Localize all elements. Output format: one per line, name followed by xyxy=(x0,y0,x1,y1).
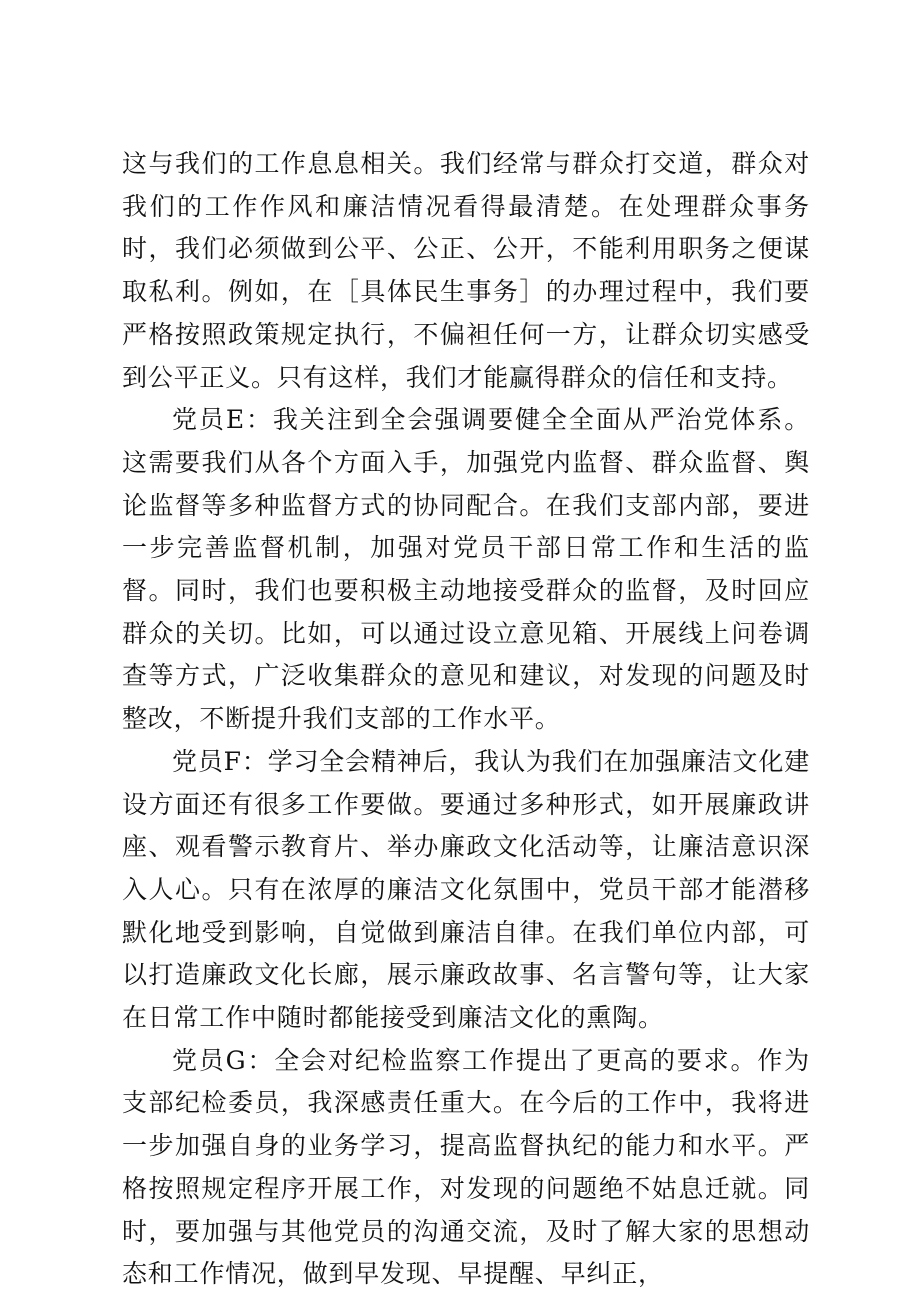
paragraph-party-member-f: 党员F：学习全会精神后，我认为我们在加强廉洁文化建设方面还有很多工作要做。要通过多种形式，如开展廉政讲座、观看警示教育片、举办廉政文化活动等，让廉洁意识深入人心。只有在浓厚的廉洁文化氛围中，党员干部才能潜移默化地受到影响，自觉做到廉洁自律。在我们单位内部，可以打造廉政文化长廊，展示廉政故事、名言警句等，让大家在日常工作中随时都能接受到廉洁文化的熏陶。 xyxy=(122,746,810,1033)
paragraph-continued: 这与我们的工作息息相关。我们经常与群众打交道，群众对我们的工作作风和廉洁情况看得最清楚。在处理群众事务时，我们必须做到公平、公正、公开，不能利用职务之便谋取私利。例如，在［具体民生事务］的办理过程中，我们要严格按照政策规定执行，不偏袒任何一方，让群众切实感受到公平正义。只有这样，我们才能赢得群众的信任和支持。 xyxy=(122,149,810,392)
document-body xyxy=(122,143,810,1296)
paragraph-party-member-e: 党员E：我关注到全会强调要健全全面从严治党体系。这需要我们从各个方面入手，加强党内监督、群众监督、舆论监督等多种监督方式的协同配合。在我们支部内部，要进一步完善监督机制，加强对党员干部日常工作和生活的监督。同时，我们也要积极主动地接受群众的监督，及时回应群众的关切。比如，可以通过设立意见箱、开展线上问卷调查等方式，广泛收集群众的意见和建议，对发现的问题及时整改，不断提升我们支部的工作水平。 xyxy=(122,405,810,734)
paragraph-party-member-g: 党员G：全会对纪检监察工作提出了更高的要求。作为支部纪检委员，我深感责任重大。在今后的工作中，我将进一步加强自身的业务学习，提高监督执纪的能力和水平。严格按照规定程序开展工作，对发现的问题绝不姑息迁就。同时，要加强与其他党员的沟通交流，及时了解大家的思想动态和工作情况，做到早发现、早提醒、早纠正， xyxy=(122,1045,810,1289)
